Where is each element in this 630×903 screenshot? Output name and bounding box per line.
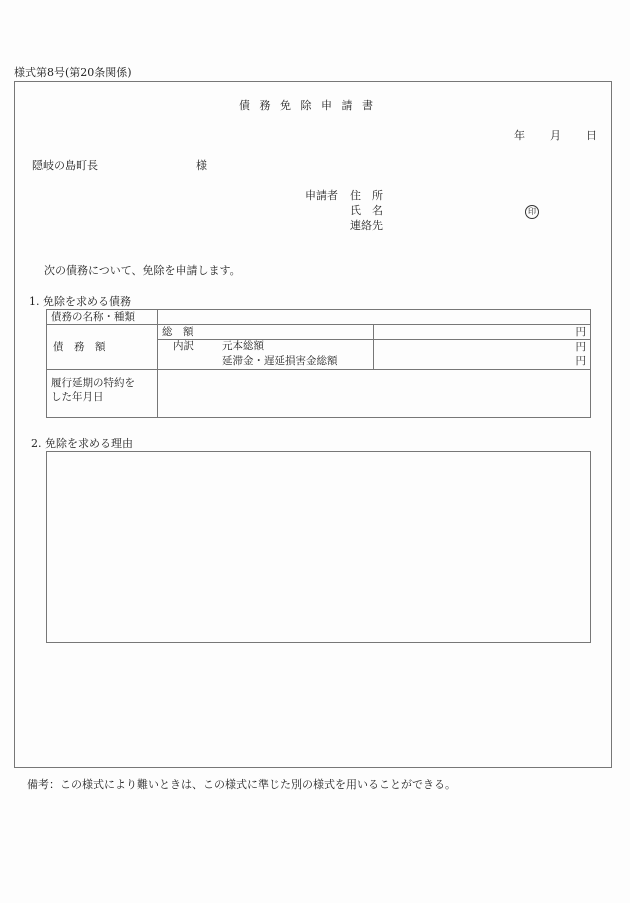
date-year: 年 (514, 129, 525, 142)
penalty-yen: 円 (575, 355, 586, 367)
applicant-name-label: 氏 名 (350, 204, 383, 217)
total-label: 総 額 (158, 325, 374, 340)
table-row (47, 370, 591, 418)
date-day: 日 (586, 129, 597, 142)
reason-box[interactable] (46, 451, 591, 643)
section1-heading: 1. 免除を求める債務 (29, 295, 131, 308)
principal-yen: 円 (575, 341, 586, 353)
form-frame (14, 81, 612, 768)
extension-date-cell[interactable] (158, 370, 591, 418)
applicant-label: 申請者 (305, 189, 338, 202)
extension-date-label: 履行延期の特約を した年月日 (47, 370, 158, 418)
breakdown-cell (158, 340, 374, 370)
seal-mark: 印 (525, 205, 539, 219)
form-number: 様式第8号(第20条関係) (14, 66, 132, 79)
date-month: 月 (550, 129, 561, 142)
document-title: 債 務 免 除 申 請 書 (239, 99, 373, 112)
penalty-label: 延滞金・遅延損害金総額 (222, 355, 338, 367)
table-row (47, 325, 591, 340)
debt-name-label: 債務の名称・種類 (47, 310, 158, 325)
debt-name-cell[interactable] (158, 310, 591, 325)
addressee-name: 隠岐の島町長 (32, 159, 98, 172)
addressee-honorific: 様 (196, 159, 207, 172)
applicant-address-label: 住 所 (350, 189, 383, 202)
debt-amount-label: 債 務 額 (47, 325, 158, 370)
table-row (47, 310, 591, 325)
breakdown-label: 内訳 (173, 340, 194, 352)
principal-label: 元本総額 (222, 340, 264, 352)
debt-table (46, 309, 591, 418)
remarks-note: 備考：この様式により難いときは、この様式に準じた別の様式を用いることができる。 (27, 778, 456, 791)
intro-text: 次の債務について、免除を申請します。 (44, 264, 241, 277)
section2-heading: 2. 免除を求める理由 (31, 437, 133, 450)
total-amount-cell[interactable]: 円 (374, 325, 591, 340)
applicant-contact-label: 連絡先 (350, 219, 383, 232)
breakdown-amount-cell[interactable] (374, 340, 591, 370)
